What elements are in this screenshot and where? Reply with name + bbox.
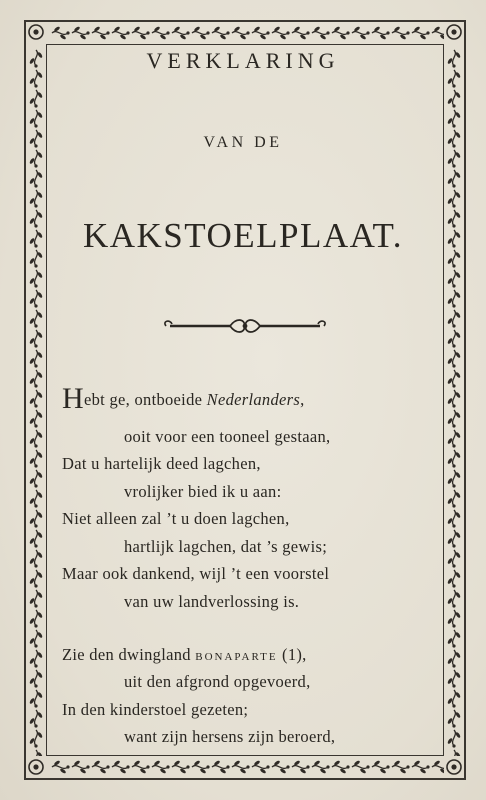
title-kakstoelplaat: KAKSTOELPLAAT.	[82, 216, 404, 255]
vine-border-top	[46, 22, 444, 44]
rosette-icon	[26, 22, 46, 42]
verse-line: Maar ook dankend, wijl ’t een voorstel	[62, 564, 330, 583]
rosette-icon	[26, 757, 46, 777]
verse-text: (1),	[277, 645, 307, 664]
vine-leaf-border	[46, 756, 444, 778]
verse-line: van uw landverlossing is.	[124, 592, 300, 611]
verse-line: Dat u hartelijk deed lagchen,	[62, 454, 261, 473]
scroll-ornament-icon	[160, 316, 330, 336]
drop-cap: H	[62, 382, 84, 415]
verse-text-small-caps: BONAPARTE	[195, 651, 278, 663]
verse-text-italic: Nederlanders	[206, 390, 301, 409]
verse-line	[62, 384, 305, 414]
vine-leaf-border	[46, 22, 444, 44]
verse-line: want zijn hersens zijn beroerd,	[124, 727, 336, 746]
title-verklaring: VERKLARING	[146, 48, 340, 73]
rosette-icon	[444, 22, 464, 42]
verse-line: ooit voor een tooneel gestaan,	[124, 427, 331, 446]
verse-line	[62, 645, 307, 665]
verse-text: Zie den dwingland	[62, 645, 196, 664]
verse-text: ebt ge, ontboeide	[83, 390, 207, 409]
title-van-de: VAN DE	[203, 134, 283, 151]
rosette-icon	[444, 757, 464, 777]
verse-line: Niet alleen zal ’t u doen lagchen,	[62, 509, 290, 528]
vine-border-bottom	[46, 756, 444, 778]
verse-line: In den kinderstoel gezeten;	[62, 700, 249, 719]
verse-line: hartlijk lagchen, dat ’s gewis;	[124, 537, 328, 556]
verse-text: ,	[300, 390, 305, 409]
verse-line: vrolijker bied ik u aan:	[124, 482, 282, 501]
verse-line: uit den afgrond opgevoerd,	[124, 672, 311, 691]
